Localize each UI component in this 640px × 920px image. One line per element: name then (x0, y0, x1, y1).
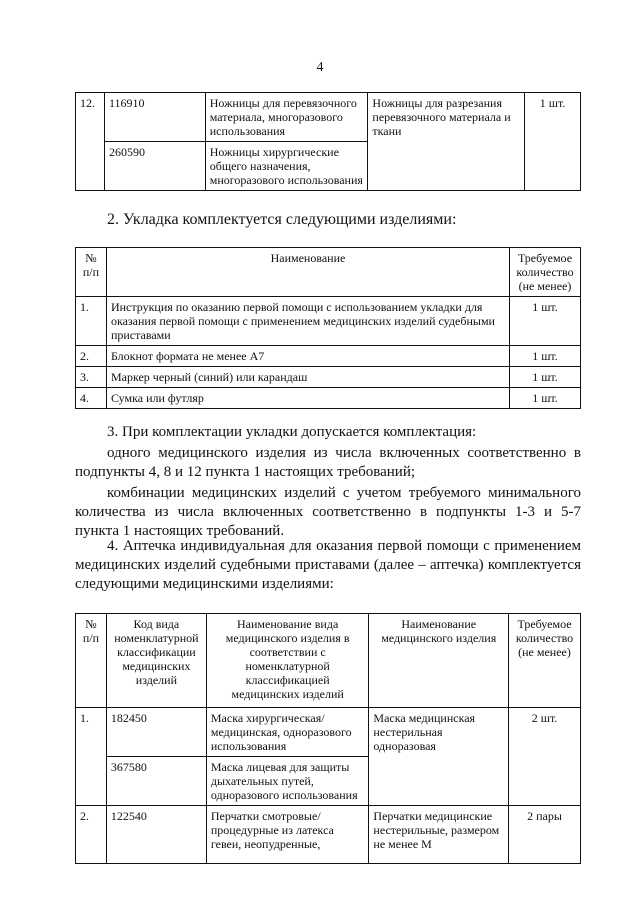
table-row (76, 93, 581, 142)
code-cell: 116910 (104, 93, 205, 142)
row-number: 1. (76, 708, 107, 806)
row-number: 4. (76, 388, 107, 409)
table-row (76, 806, 581, 864)
table-row (76, 297, 581, 346)
device-name-cell: Маска медицинская нестерильная одноразовая (369, 708, 509, 806)
table-first-aid-kit (75, 613, 581, 864)
item-name: Инструкция по оказанию первой помощи с использованием укладки для оказания первой помощи с применением медицинских изделий судебными приставами (106, 297, 509, 346)
table-header-row (76, 248, 581, 297)
header-name: Наименование (106, 248, 509, 297)
section-3-title: 3. При комплектации укладки допускается комплектация: (107, 424, 477, 440)
table-kit-items (75, 247, 581, 409)
type-name-cell: Маска хирургическая/ медицинская, одноразового использования (206, 708, 369, 757)
device-name-cell: Перчатки медицинские нестерильные, размером не менее М (369, 806, 509, 864)
item-qty: 1 шт. (509, 388, 580, 409)
item-name: Маркер черный (синий) или карандаш (106, 367, 509, 388)
table-row (76, 708, 581, 757)
type-name-cell: Ножницы для перевязочного материала, многоразового использования (205, 93, 368, 142)
item-qty: 1 шт. (509, 297, 580, 346)
table-row (76, 367, 581, 388)
device-name-cell: Ножницы для разрезания перевязочного материала и ткани (368, 93, 525, 191)
table-row (76, 346, 581, 367)
header-device-name: Наименование медицинского изделия (369, 614, 509, 708)
header-qty: Требуемое количество (не менее) (509, 614, 581, 708)
row-number: 12. (76, 93, 105, 191)
section-3-paragraph-1: одного медицинского изделия из числа включенных соответственно в подпункты 4, 8 и 12 пункта 1 настоящих требований; (75, 445, 581, 480)
qty-cell: 2 шт. (509, 708, 581, 806)
section-2-title: 2. Укладка комплектуется следующими изделиями: (107, 211, 457, 228)
item-qty: 1 шт. (509, 367, 580, 388)
code-cell: 367580 (106, 757, 206, 806)
header-qty: Требуемое количество (не менее) (509, 248, 580, 297)
code-cell: 182450 (106, 708, 206, 757)
section-3-paragraph-2: комбинации медицинских изделий с учетом требуемого минимального количества из числа включенных соответственно в подпункты 1-3 и 5-7 пункта 1 настоящих требований. (75, 485, 581, 539)
item-name: Сумка или футляр (106, 388, 509, 409)
type-name-cell: Маска лицевая для защиты дыхательных путей, одноразового использования (206, 757, 369, 806)
row-number: 2. (76, 806, 107, 864)
row-number: 2. (76, 346, 107, 367)
row-number: 1. (76, 297, 107, 346)
type-name-cell: Перчатки смотровые/ процедурные из латекса гевеи, неопудренные, (206, 806, 369, 864)
type-name-cell: Ножницы хирургические общего назначения, многоразового использования (205, 142, 368, 191)
header-type-name: Наименование вида медицинского изделия в соответствии с номенклатурной классификацией медицинских изделий (206, 614, 369, 708)
section-4-paragraph: 4. Аптечка индивидуальная для оказания первой помощи с применением медицинских изделий судебными приставами (далее – аптечка) комплектуется следующими медицинскими изделиями: (75, 538, 581, 592)
header-num: № п/п (76, 248, 107, 297)
header-code: Код вида номенклатурной классификации медицинских изделий (106, 614, 206, 708)
page-number: 4 (316, 60, 324, 75)
item-qty: 1 шт. (509, 346, 580, 367)
table-header-row (76, 614, 581, 708)
header-num: № п/п (76, 614, 107, 708)
item-name: Блокнот формата не менее А7 (106, 346, 509, 367)
table-scissors (75, 92, 581, 191)
row-number: 3. (76, 367, 107, 388)
qty-cell: 1 шт. (525, 93, 581, 191)
code-cell: 122540 (106, 806, 206, 864)
table-row (76, 388, 581, 409)
code-cell: 260590 (104, 142, 205, 191)
qty-cell: 2 пары (509, 806, 581, 864)
